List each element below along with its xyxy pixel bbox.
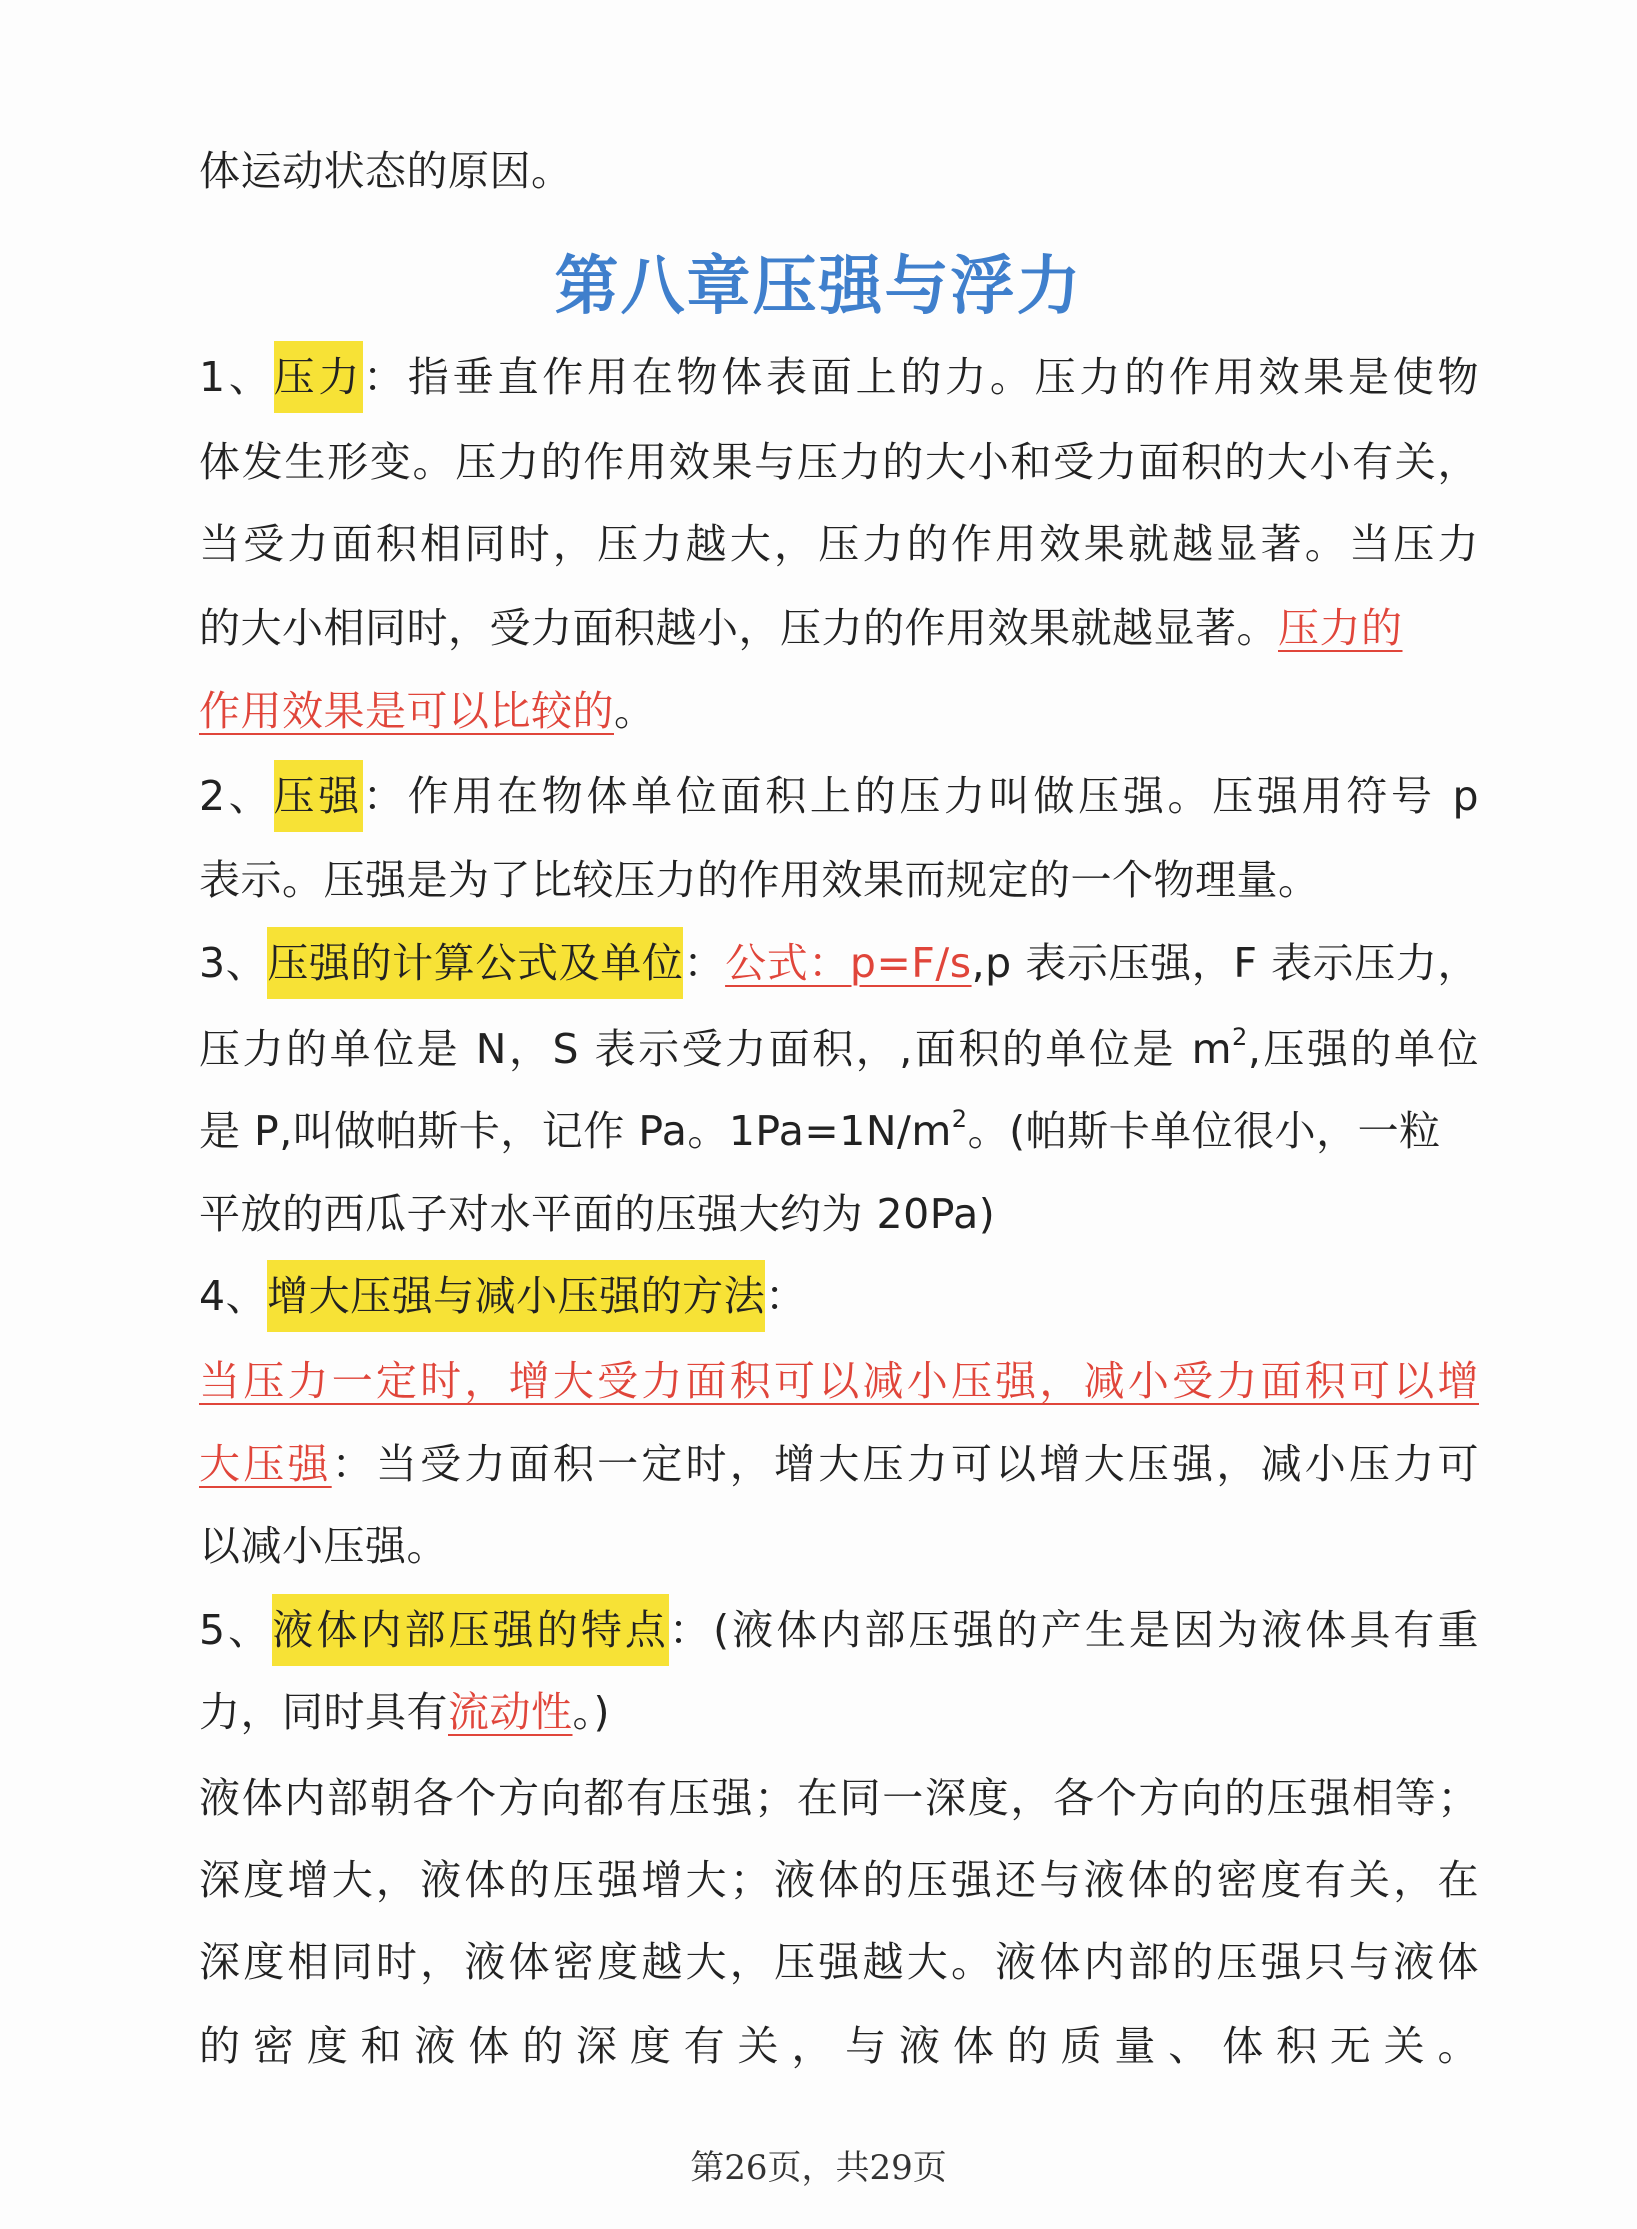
chapter-title: 第八章压强与浮力 — [554, 250, 1083, 324]
emphasis-underlined: 公式：p=F/s — [725, 939, 972, 987]
highlighted-term: 压力 — [274, 341, 364, 413]
text-segment: 平放的西瓜子对水平面的压强大约为 20Pa) — [199, 1190, 996, 1238]
text-segment: ,p 表示压强，F 表示压力， — [971, 939, 1480, 987]
text-line — [199, 1756, 1479, 1840]
text-line — [199, 1838, 1479, 1922]
text-segment: 体发生形变。压力的作用效果与压力的大小和受力面积的大小有关， — [199, 438, 1479, 486]
text-segment: 表示。压强是为了比较压力的作用效果而规定的一个物理量。 — [199, 856, 1320, 904]
text-line — [199, 1089, 1479, 1173]
text-segment: 5、 — [199, 1606, 273, 1654]
text-segment: ,压强的单位 — [1247, 1025, 1479, 1073]
text-segment: 体运动状态的原因。 — [199, 147, 573, 195]
text-line — [199, 586, 1479, 670]
highlighted-term: 压强 — [274, 760, 363, 832]
emphasis-underlined: 压力的 — [1278, 604, 1403, 652]
text-line — [199, 921, 1479, 1005]
text-segment: ：(液体内部压强的产生是因为液体具有重 — [669, 1606, 1480, 1654]
text-line — [199, 669, 1479, 753]
text-line — [199, 420, 1479, 504]
text-segment: 力，同时具有 — [199, 1688, 448, 1736]
page-number: 第26页，共29页 — [690, 2148, 947, 2188]
superscript: 2 — [1232, 1023, 1248, 1051]
emphasis-underlined: 流动性 — [448, 1688, 573, 1736]
text-segment: ： — [683, 939, 726, 987]
text-segment: 深度增大，液体的压强增大；液体的压强还与液体的密度有关，在 — [199, 1856, 1479, 1904]
text-segment: 的密度和液体的深度有关，与液体的质量、体积无关。 — [199, 2022, 1479, 2070]
text-line — [199, 838, 1479, 922]
text-line — [199, 2004, 1479, 2088]
text-segment: 的大小相同时，受力面积越小，压力的作用效果就越显著。 — [199, 604, 1278, 652]
text-segment: ： — [765, 1272, 807, 1320]
text-line — [199, 502, 1479, 586]
text-segment: ：当受力面积一定时，增大压力可以增大压强，减小压力可 — [331, 1440, 1480, 1488]
text-segment: 2、 — [199, 772, 274, 820]
text-segment: 1、 — [199, 353, 274, 401]
text-line — [199, 1588, 1479, 1672]
emphasis-underlined: 当压力一定时，增大受力面积可以减小压强，减小受力面积可以增 — [199, 1357, 1479, 1405]
text-line — [199, 129, 1479, 213]
text-segment: ：作用在物体单位面积上的压力叫做压强。压强用符号 p — [362, 772, 1479, 820]
highlighted-term: 压强的计算公式及单位 — [267, 927, 683, 999]
superscript: 2 — [951, 1105, 968, 1133]
highlighted-term: 增大压强与减小压强的方法 — [267, 1260, 765, 1332]
text-segment: 。(帕斯卡单位很小，一粒 — [967, 1107, 1441, 1155]
text-segment: 以减小压强。 — [199, 1522, 448, 1570]
highlighted-term: 液体内部压强的特点 — [272, 1594, 669, 1666]
text-line — [199, 1339, 1479, 1423]
text-segment: 是 P,叫做帕斯卡，记作 Pa。1Pa=1N/m — [199, 1107, 952, 1155]
text-segment: 深度相同时，液体密度越大，压强越大。液体内部的压强只与液体 — [199, 1938, 1479, 1986]
text-line — [199, 1172, 1479, 1256]
text-segment: 当受力面积相同时，压力越大，压力的作用效果就越显著。当压力 — [199, 520, 1479, 568]
text-segment: ：指垂直作用在物体表面上的力。压力的作用效果是使物 — [363, 353, 1480, 401]
text-segment: 液体内部朝各个方向都有压强；在同一深度，各个方向的压强相等； — [199, 1774, 1479, 1822]
text-line — [199, 1254, 1479, 1338]
text-segment: 。) — [572, 1688, 610, 1736]
text-line — [199, 1007, 1479, 1091]
text-segment: 3、 — [199, 939, 268, 987]
text-line — [199, 1504, 1479, 1588]
emphasis-underlined: 作用效果是可以比较的 — [199, 687, 614, 735]
text-line — [199, 1920, 1479, 2004]
text-segment: 压力的单位是 N，S 表示受力面积，,面积的单位是 m — [199, 1025, 1233, 1073]
text-segment: 4、 — [199, 1272, 268, 1320]
text-segment: 。 — [614, 687, 656, 735]
emphasis-underlined: 大压强 — [199, 1440, 332, 1488]
text-line — [199, 1422, 1479, 1506]
text-line — [199, 335, 1479, 419]
text-line — [199, 754, 1479, 838]
text-line — [199, 1670, 1479, 1754]
